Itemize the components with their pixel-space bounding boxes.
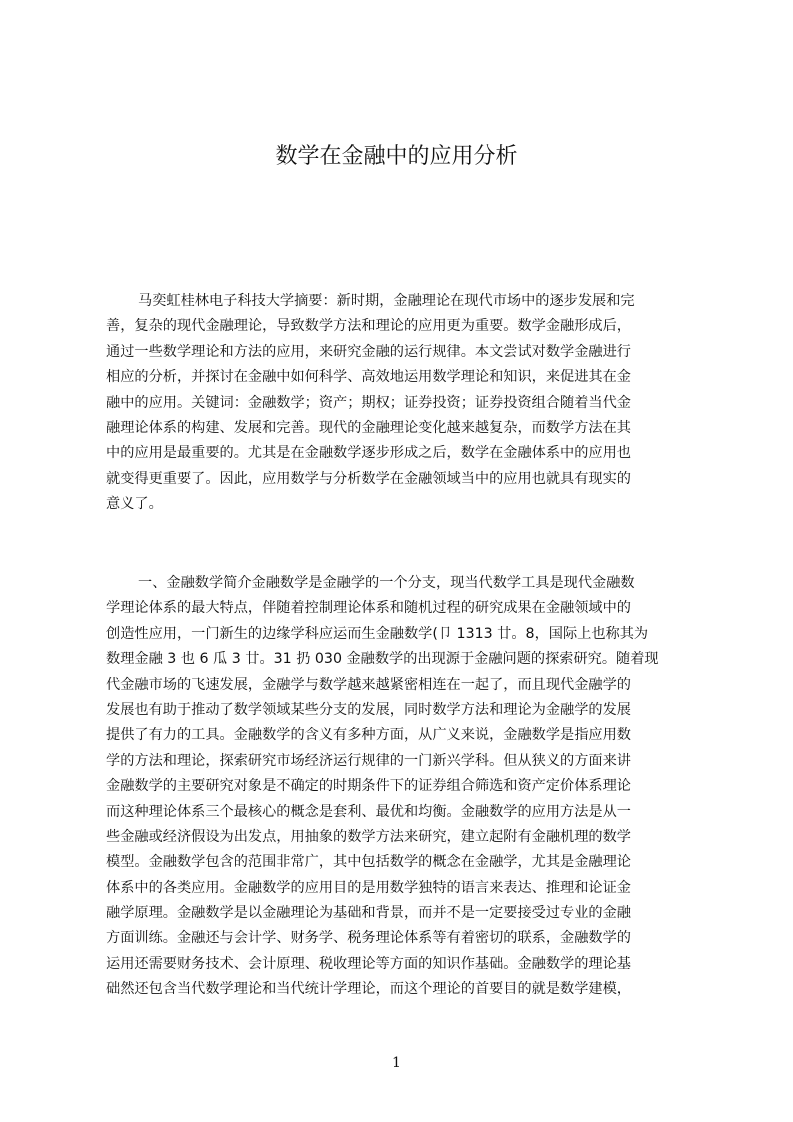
text-line: 发展也有助于推动了数学领域某些分支的发展，同时数学方法和理论为金融学的发展 bbox=[106, 701, 631, 718]
text-line: 础然还包含当代数学理论和当代统计学理论，而这个理论的首要目的就是数学建模， bbox=[106, 981, 631, 998]
text-line: 体系中的各类应用。金融数学的应用目的是用数学独特的语言来表达、推理和论证金 bbox=[106, 879, 631, 896]
text-line: 意义了。 bbox=[106, 496, 163, 513]
text-line: 通过一些数学理论和方法的应用，来研究金融的运行规律。本文尝试对数学金融进行 bbox=[106, 343, 631, 360]
text-line: 中的应用是最重要的。尤其是在金融数学逐步形成之后，数学在金融体系中的应用也 bbox=[106, 445, 631, 462]
text-line: 就变得更重要了。因此，应用数学与分析数学在金融领域当中的应用也就具有现实的 bbox=[106, 470, 631, 487]
text-line: 代金融市场的飞速发展，金融学与数学越来越紧密相连在一起了，而且现代金融学的 bbox=[106, 676, 631, 693]
text-line: 融中的应用。关键词：金融数学；资产；期权；证券投资；证券投资组合随着当代金 bbox=[106, 394, 631, 411]
abstract-paragraph bbox=[106, 289, 698, 518]
text-line: 马奕虹桂林电子科技大学摘要：新时期，金融理论在现代市场中的逐步发展和完 bbox=[138, 293, 635, 309]
text-line: 学的方法和理论，探索研究市场经济运行规律的一门新兴学科。但从狭义的方面来讲 bbox=[106, 752, 631, 769]
text-line: 金融数学的主要研究对象是不确定的时期条件下的证券组合筛选和资产定价体系理论 bbox=[106, 778, 631, 795]
text-line: 些金融或经济假设为出发点，用抽象的数学方法来研究，建立起附有金融机理的数学 bbox=[106, 828, 631, 845]
text-line: 相应的分析，并探讨在金融中如何科学、高效地运用数学理论和知识，来促进其在金 bbox=[106, 369, 631, 386]
text-line: 模型。金融数学包含的范围非常广，其中包括数学的概念在金融学，尤其是金融理论 bbox=[106, 854, 631, 871]
text-line: 创造性应用，一门新生的边缘学科应运而生金融数学(卩 1313 廿。8，国际上也称其为 bbox=[106, 625, 649, 642]
text-line: 运用还需要财务技术、会计原理、税收理论等方面的知识作基础。金融数学的理论基 bbox=[106, 955, 631, 972]
text-line: 善，复杂的现代金融理论，导致数学方法和理论的应用更为重要。数学金融形成后， bbox=[106, 318, 631, 335]
text-line: 融学原理。金融数学是以金融理论为基础和背景，而并不是一定要接受过专业的金融 bbox=[106, 905, 631, 922]
text-line: 一、金融数学简介金融数学是金融学的一个分支，现当代数学工具是现代金融数 bbox=[138, 575, 635, 591]
text-line: 方面训练。金融还与会计学、财务学、税务理论体系等有着密切的联系，金融数学的 bbox=[106, 930, 631, 947]
text-line: 融理论体系的构建、发展和完善。现代的金融理论变化越来越复杂，而数学方法在其 bbox=[106, 419, 631, 436]
text-line: 数理金融 3 也 6 瓜 3 廿。31 扔 030 金融数学的出现源于金融问题的探索研究。随着现 bbox=[106, 651, 659, 668]
document-title: 数学在金融中的应用分析 bbox=[275, 144, 518, 169]
page-number: 1 bbox=[392, 1055, 401, 1071]
section-one-paragraph bbox=[106, 571, 698, 1003]
text-line: 而这种理论体系三个最核心的概念是套利、最优和均衡。金融数学的应用方法是从一 bbox=[106, 803, 631, 820]
text-line: 学理论体系的最大特点，伴随着控制理论体系和随机过程的研究成果在金融领域中的 bbox=[106, 600, 631, 617]
text-line: 提供了有力的工具。金融数学的含义有多种方面，从广义来说，金融数学是指应用数 bbox=[106, 727, 631, 744]
